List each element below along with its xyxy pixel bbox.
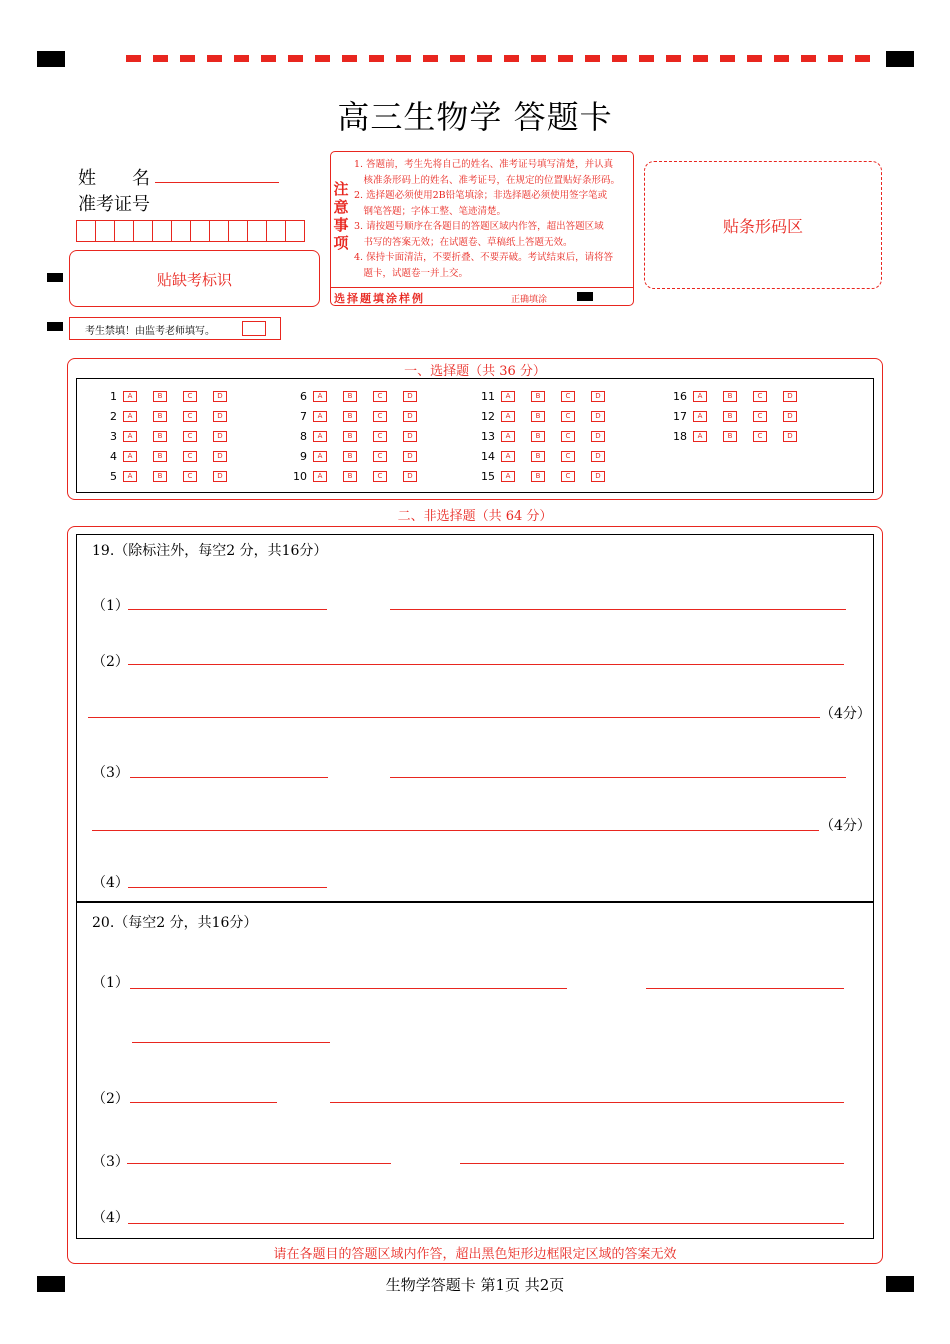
page-title: 高三生物学 答题卡 <box>337 98 613 136</box>
mc-option-b[interactable]: B <box>153 451 167 462</box>
mc-option-a[interactable]: A <box>123 391 137 402</box>
mc-option-c[interactable]: C <box>753 391 767 402</box>
section1-title: 一、选择题（共 36 分） <box>404 364 546 379</box>
q20-sub1-blank-a[interactable] <box>130 988 567 989</box>
mc-option-d[interactable]: D <box>213 431 227 442</box>
mc-option-c[interactable]: C <box>373 451 387 462</box>
q20-sub2-blank-b[interactable] <box>330 1102 844 1103</box>
mc-question-number: 10 <box>293 470 307 483</box>
proctor-mark <box>47 322 63 331</box>
mc-option-c[interactable]: C <box>183 411 197 422</box>
q19-box <box>76 534 874 903</box>
mc-option-a[interactable]: A <box>501 391 515 402</box>
mc-question-row <box>665 390 813 403</box>
mc-option-c[interactable]: C <box>373 431 387 442</box>
mc-question-number: 17 <box>673 410 687 423</box>
mc-question-row <box>285 410 433 423</box>
mc-question-number: 9 <box>300 450 307 463</box>
mc-option-a[interactable]: A <box>693 411 707 422</box>
filled-sample <box>577 292 593 301</box>
barcode-area[interactable] <box>644 161 882 289</box>
mc-option-b[interactable]: B <box>153 431 167 442</box>
mc-option-a[interactable]: A <box>501 471 515 482</box>
mc-option-a[interactable]: A <box>693 431 707 442</box>
mc-option-a[interactable]: A <box>693 391 707 402</box>
mc-option-c[interactable]: C <box>561 431 575 442</box>
mc-option-c[interactable]: C <box>373 471 387 482</box>
mc-question-row <box>95 450 243 463</box>
q19-sub4-blank[interactable] <box>128 887 327 888</box>
mc-question-number: 7 <box>300 410 307 423</box>
correct-label: 正确填涂 <box>511 295 548 305</box>
q19-sub1-blank-a[interactable] <box>128 609 327 610</box>
q20-sub2-label: （2） <box>92 1091 129 1107</box>
mc-option-d[interactable]: D <box>403 431 417 442</box>
mc-option-b[interactable]: B <box>153 471 167 482</box>
mc-question-row <box>285 390 433 403</box>
q20-sub1-label: （1） <box>92 975 129 991</box>
id-digit-cell[interactable] <box>95 220 115 242</box>
mc-option-a[interactable]: A <box>123 451 137 462</box>
notice-line: 1. 答题前，考生先将自己的姓名、准考证号填写清楚，并认真 <box>354 159 614 170</box>
notice-line: 核准条形码上的姓名、准考证号，在规定的位置贴好条形码。 <box>354 174 621 186</box>
id-digit-cell[interactable] <box>247 220 267 242</box>
corner-mark-top-right <box>886 51 914 67</box>
mc-option-d[interactable]: D <box>213 451 227 462</box>
mc-option-b[interactable]: B <box>531 391 545 402</box>
mc-option-c[interactable]: C <box>561 471 575 482</box>
q20-sub3-label: （3） <box>92 1154 129 1170</box>
mc-option-c[interactable]: C <box>561 411 575 422</box>
mc-option-b[interactable]: B <box>343 471 357 482</box>
mc-option-c[interactable]: C <box>183 391 197 402</box>
footer-warning: 请在各题目的答题区域内作答，超出黑色矩形边框限定区域的答案无效 <box>273 1247 677 1262</box>
q20-sub2-blank-a[interactable] <box>130 1102 277 1103</box>
mc-question-row <box>285 470 433 483</box>
mc-option-b[interactable]: B <box>153 411 167 422</box>
mc-option-d[interactable]: D <box>213 391 227 402</box>
mc-option-b[interactable]: B <box>723 391 737 402</box>
proctor-box <box>69 317 281 340</box>
mc-question-number: 15 <box>481 470 495 483</box>
mc-question-number: 3 <box>110 430 117 443</box>
mc-question-row <box>665 430 813 443</box>
mc-question-number: 16 <box>673 390 687 403</box>
mc-question-row <box>95 390 243 403</box>
name-label: 姓 名 <box>78 168 150 189</box>
mc-question-row <box>285 430 433 443</box>
q20-sub1-blank-c[interactable] <box>132 1042 330 1043</box>
absent-sticker-area[interactable] <box>69 250 320 307</box>
mc-option-a[interactable]: A <box>123 411 137 422</box>
mc-question-row <box>665 410 813 423</box>
notice-heading-char: 意 <box>333 198 349 216</box>
mc-question-row <box>473 430 621 443</box>
mc-option-d[interactable]: D <box>591 451 605 462</box>
mc-option-d[interactable]: D <box>783 411 797 422</box>
mc-option-b[interactable]: B <box>343 451 357 462</box>
barcode-label: 贴条形码区 <box>722 217 803 236</box>
section2-title: 二、非选择题（共 64 分） <box>397 509 553 524</box>
mc-option-d[interactable]: D <box>591 431 605 442</box>
mc-option-b[interactable]: B <box>531 471 545 482</box>
id-digit-cell[interactable] <box>76 220 96 242</box>
mc-option-a[interactable]: A <box>313 431 327 442</box>
proctor-note: 考生禁填！由监考老师填写。 <box>85 326 215 337</box>
id-digit-cell[interactable] <box>228 220 248 242</box>
mc-question-number: 6 <box>300 390 307 403</box>
q19-sub3-blank-a[interactable] <box>130 777 328 778</box>
q19-heading: 19.（除标注外，每空2 分，共16分） <box>92 543 328 559</box>
mc-option-d[interactable]: D <box>403 471 417 482</box>
q19-sub3-blank-b[interactable] <box>390 777 846 778</box>
q20-sub4-blank[interactable] <box>128 1223 844 1224</box>
id-grid[interactable] <box>76 220 304 242</box>
q19-sub1-label: （1） <box>92 598 129 614</box>
mc-option-b[interactable]: B <box>531 411 545 422</box>
mc-option-a[interactable]: A <box>313 391 327 402</box>
mc-option-c[interactable]: C <box>561 451 575 462</box>
mc-option-a[interactable]: A <box>501 451 515 462</box>
mc-option-b[interactable]: B <box>343 411 357 422</box>
mc-question-number: 18 <box>673 430 687 443</box>
mc-question-row <box>473 410 621 423</box>
mc-option-d[interactable]: D <box>213 411 227 422</box>
mc-option-d[interactable]: D <box>403 391 417 402</box>
q19-sub4-label: （4） <box>92 875 129 891</box>
mc-question-number: 1 <box>110 390 117 403</box>
absent-label: 贴缺考标识 <box>156 271 232 289</box>
mc-option-d[interactable]: D <box>783 431 797 442</box>
id-digit-cell[interactable] <box>190 220 210 242</box>
mc-option-d[interactable]: D <box>403 411 417 422</box>
notice-heading-char: 事 <box>333 216 349 234</box>
q19-sub2-blank-b[interactable] <box>88 717 820 718</box>
notice-line: 2. 选择题必须使用2B铅笔填涂；非选择题必须使用签字笔或 <box>354 190 608 201</box>
mc-option-a[interactable]: A <box>313 451 327 462</box>
mc-option-d[interactable]: D <box>403 451 417 462</box>
mc-option-d[interactable]: D <box>591 471 605 482</box>
page-footer: 生物学答题卡 第1页 共2页 <box>385 1276 565 1294</box>
q20-sub1-blank-b[interactable] <box>646 988 844 989</box>
corner-mark-top-left <box>37 51 65 67</box>
mc-question-number: 4 <box>110 450 117 463</box>
example-label: 选择题填涂样例 <box>334 292 425 305</box>
id-digit-cell[interactable] <box>133 220 153 242</box>
mc-question-row <box>95 410 243 423</box>
name-line[interactable] <box>155 182 279 183</box>
q20-sub3-blank-b[interactable] <box>460 1163 844 1164</box>
mc-option-b[interactable]: B <box>531 431 545 442</box>
mc-question-number: 5 <box>110 470 117 483</box>
id-digit-cell[interactable] <box>114 220 134 242</box>
id-digit-cell[interactable] <box>285 220 305 242</box>
mc-option-b[interactable]: B <box>723 411 737 422</box>
mc-question-number: 14 <box>481 450 495 463</box>
mc-option-c[interactable]: C <box>183 471 197 482</box>
mc-question-row <box>473 390 621 403</box>
mc-option-b[interactable]: B <box>343 391 357 402</box>
mc-option-c[interactable]: C <box>561 391 575 402</box>
q19-sub3-label: （3） <box>92 765 129 781</box>
mc-option-b[interactable]: B <box>343 431 357 442</box>
mc-question-row <box>473 470 621 483</box>
notice-line: 钢笔答题；字体工整、笔迹清楚。 <box>354 205 507 217</box>
mc-option-c[interactable]: C <box>373 391 387 402</box>
mc-option-a[interactable]: A <box>123 471 137 482</box>
id-digit-cell[interactable] <box>152 220 172 242</box>
mc-option-d[interactable]: D <box>213 471 227 482</box>
notice-heading-char: 注 <box>333 180 349 198</box>
notice-heading <box>333 180 349 252</box>
q19-sub3-points: （4分） <box>820 818 871 834</box>
mc-option-c[interactable]: C <box>183 451 197 462</box>
q19-sub2-label: （2） <box>92 654 129 670</box>
id-digit-cell[interactable] <box>266 220 286 242</box>
mc-option-c[interactable]: C <box>753 431 767 442</box>
q20-sub3-blank-a[interactable] <box>127 1163 391 1164</box>
mc-option-a[interactable]: A <box>313 471 327 482</box>
notice-items <box>354 157 629 281</box>
mc-question-row <box>95 430 243 443</box>
q20-heading: 20.（每空2 分，共16分） <box>92 915 258 931</box>
mc-question-number: 8 <box>300 430 307 443</box>
mc-option-b[interactable]: B <box>153 391 167 402</box>
mc-option-a[interactable]: A <box>501 431 515 442</box>
q19-sub3-blank-c[interactable] <box>92 830 819 831</box>
mc-option-c[interactable]: C <box>183 431 197 442</box>
mc-option-c[interactable]: C <box>753 411 767 422</box>
q20-box <box>76 901 874 1239</box>
mc-option-c[interactable]: C <box>373 411 387 422</box>
q19-sub1-blank-b[interactable] <box>390 609 846 610</box>
mc-question-number: 12 <box>481 410 495 423</box>
mc-option-b[interactable]: B <box>531 451 545 462</box>
mc-option-b[interactable]: B <box>723 431 737 442</box>
q19-sub2-blank-a[interactable] <box>128 664 844 665</box>
mc-question-row <box>285 450 433 463</box>
mc-option-d[interactable]: D <box>591 391 605 402</box>
notice-heading-char: 项 <box>333 234 349 252</box>
mc-option-d[interactable]: D <box>591 411 605 422</box>
id-label: 准考证号 <box>78 194 150 215</box>
q19-sub2-points: （4分） <box>820 706 871 722</box>
id-digit-cell[interactable] <box>171 220 191 242</box>
mc-option-a[interactable]: A <box>313 411 327 422</box>
notice-line: 4. 保持卡面清洁，不要折叠、不要弄破。考试结束后，请将答 <box>354 252 614 263</box>
notice-line: 书写的答案无效；在试题卷、草稿纸上答题无效。 <box>354 236 573 248</box>
mc-option-a[interactable]: A <box>123 431 137 442</box>
mc-option-d[interactable]: D <box>783 391 797 402</box>
mc-question-row <box>473 450 621 463</box>
id-digit-cell[interactable] <box>209 220 229 242</box>
notice-line: 3. 请按题号顺序在各题目的答题区域内作答，超出答题区域 <box>354 221 604 232</box>
q20-sub4-label: （4） <box>92 1210 129 1226</box>
mc-question-row <box>95 470 243 483</box>
cut-line <box>126 55 876 62</box>
mc-question-number: 11 <box>481 390 495 403</box>
proctor-fill-box[interactable] <box>242 321 266 336</box>
notice-line: 题卡，试题卷一并上交。 <box>354 267 469 279</box>
mc-question-number: 2 <box>110 410 117 423</box>
mc-question-number: 13 <box>481 430 495 443</box>
absent-mark <box>47 273 63 282</box>
mc-option-a[interactable]: A <box>501 411 515 422</box>
notice-divider <box>330 287 633 288</box>
